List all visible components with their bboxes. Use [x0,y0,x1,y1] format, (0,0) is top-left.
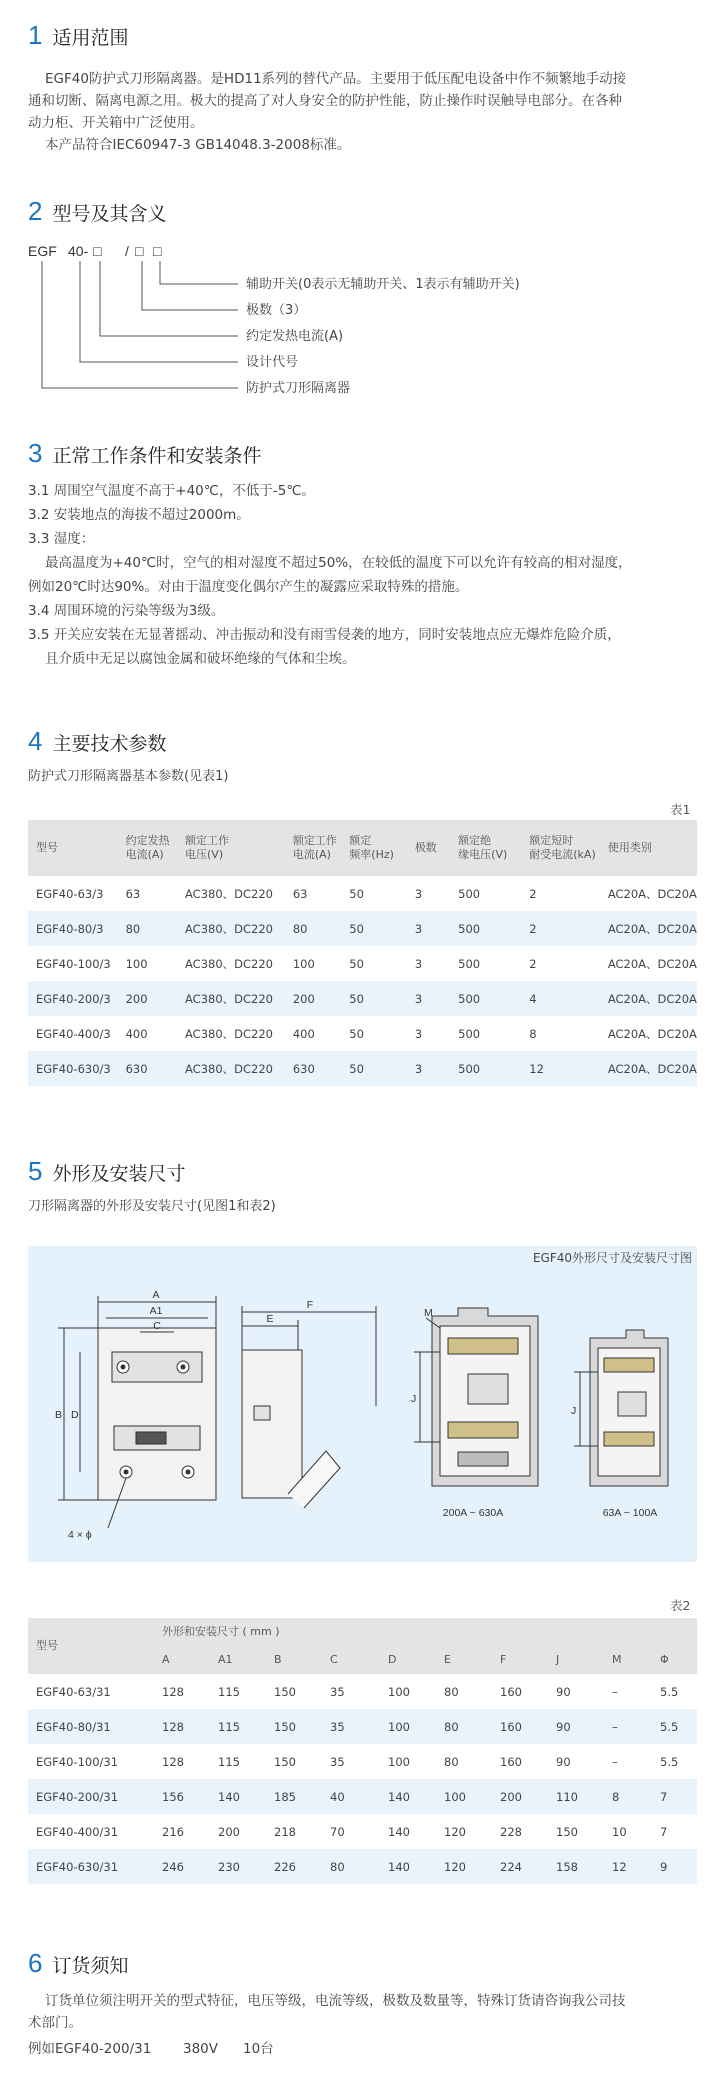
table-cell: 7 [652,1779,697,1814]
meaning-design-code: 设计代号 [246,355,299,370]
table-cell: 35 [330,1754,345,1769]
s3-line-7: 3.5 开关应安装在无显著摇动、冲击振动和没有雨雪侵袭的地方，同时安装地点应无爆炸危险介质， [28,627,621,643]
s3-line-6: 3.4 周围环境的污染等级为3级。 [28,603,225,619]
table2-header-b: B [266,1646,322,1674]
code-poles-box: □ [135,243,144,259]
table-cell: 50 [349,886,364,901]
meaning-current: 约定发热电流(A) [246,329,344,344]
table-cell: 150 [266,1709,322,1744]
table-cell: 500 [450,1051,521,1086]
table-cell: 80 [322,1849,380,1884]
front-view-drawing [58,1296,216,1528]
section-title-text: 正常工作条件和安装条件 [52,445,262,467]
table-cell: 226 [266,1849,322,1884]
dim-label-f: F [306,1299,314,1311]
table-cell: 7 [660,1824,668,1839]
table-cell: EGF40-63/3 [36,886,104,901]
table-cell: 400 [292,1026,315,1041]
table-cell: 80 [118,911,177,946]
table-cell: 100 [388,1684,410,1699]
table-row [28,1709,697,1744]
table-cell: 400 [125,1026,148,1041]
s6-example-model: 例如EGF40-200/31 [28,2041,152,2057]
table-row [28,946,697,981]
section-number: 2 [28,196,43,226]
s6-line-2: 术部门。 [28,2015,82,2031]
section-title-text: 型号及其含义 [52,203,167,225]
dim-label-a1: A1 [149,1305,163,1317]
table-cell: 5.5 [652,1709,697,1744]
table-cell: 128 [154,1709,210,1744]
table-cell: 160 [500,1754,522,1769]
table2-header-a: A [154,1646,210,1674]
table-cell: 246 [154,1849,210,1884]
table-cell: AC20A、DC20A [600,1051,697,1086]
table-cell: 8 [529,1026,537,1041]
table-cell: 9 [652,1849,697,1884]
table-cell: 3 [414,956,423,971]
table-cell: 10 [612,1824,627,1839]
s3-line-8: 且介质中无足以腐蚀金属和破坏绝缘的气体和尘埃。 [45,651,356,667]
table-cell: EGF40-200/31 [28,1779,154,1814]
table-cell: 5.5 [660,1684,679,1699]
table-cell: EGF40-630/31 [28,1849,154,1884]
table-cell: AC380、DC220 [185,956,273,971]
table-cell: EGF40-200/3 [28,981,118,1016]
table-cell: EGF40-630/3 [28,1051,118,1086]
table-cell: 50 [341,911,407,946]
table-cell: 3 [407,981,450,1016]
s6-line-1: 订货单位须注明开关的型式特征，电压等级，电流等级，极数及数量等，特殊订货请咨询我公司技 [45,1993,626,2009]
table1-header-utilization-category: 使用类别 [600,820,697,876]
table-cell: EGF40-80/31 [28,1709,154,1744]
section-number: 6 [28,1948,43,1978]
section-number: 3 [28,438,43,468]
table-cell: 150 [274,1684,296,1699]
table-cell: 500 [458,956,481,971]
table-cell: AC380、DC220 [185,886,273,901]
figure-intro: 刀形隔离器的外形及安装尺寸(见图1和表2) [28,1199,276,1214]
s3-line-3: 3.3 湿度： [28,531,95,547]
section-number: 4 [28,726,43,756]
table-cell: 185 [266,1779,322,1814]
table2-header-c: C [322,1646,380,1674]
table-cell: AC20A、DC20A [607,1026,697,1041]
table-cell: 3 [414,886,423,901]
section-number: 5 [28,1156,43,1186]
section-title-text: 适用范围 [52,27,129,49]
table-cell: 115 [218,1684,240,1699]
code-current-box: □ [93,243,102,259]
table-row [28,1744,697,1779]
meaning-product-name: 防护式刀形隔离器 [246,381,351,396]
code-slash: / [125,243,129,259]
dim-label-b: B [55,1409,63,1421]
table-cell: 224 [492,1849,548,1884]
table-cell: 80 [436,1709,492,1744]
table-cell: 35 [330,1684,345,1699]
table-cell: 140 [380,1779,436,1814]
table-cell: 63 [292,886,308,901]
table-cell: 40 [322,1779,380,1814]
table-cell: – [604,1709,652,1744]
s3-line-1: 3.1 周围空气温度不高于+40℃，不低于-5℃。 [28,483,316,499]
table-cell: 8 [604,1779,652,1814]
table-cell: AC20A、DC20A [600,981,697,1016]
table1-label: 表1 [670,802,691,817]
meaning-poles: 极数（3） [246,303,307,318]
table1-header-rated-current: 额定工作 电流(A) [285,820,341,876]
table-cell: 216 [162,1824,184,1839]
s1-line-1: EGF40防护式刀形隔离器。是HD11系列的替代产品。主要用于低压配电设备中作不频繁地手动接 [45,71,627,87]
table-cell: 140 [210,1779,266,1814]
s1-line-2: 通和切断、隔离电源之用。极大的提高了对人身安全的防护性能，防止操作时误触导电部分。在各种 [28,93,622,109]
table-cell: 630 [118,1051,177,1086]
dimension-figure [28,1246,697,1562]
table-cell: 70 [330,1824,345,1839]
table-cell: AC380、DC220 [177,981,285,1016]
s3-line-5: 例如20℃时达90%。对由于温度变化偶尔产生的凝露应采取特殊的措施。 [28,579,469,595]
table1-basic-params [28,820,697,1086]
table-cell: 150 [556,1824,578,1839]
table-cell: 160 [492,1709,548,1744]
table-cell: AC380、DC220 [177,1051,285,1086]
table-cell: 110 [548,1779,604,1814]
table-cell: 80 [285,911,341,946]
table-cell: 12 [521,1051,600,1086]
table-cell: 200 [285,981,341,1016]
table-cell: 50 [349,1026,364,1041]
table-cell: 128 [162,1684,184,1699]
section-1-title [28,20,128,51]
table-cell: 115 [210,1709,266,1744]
table-cell: 150 [274,1754,296,1769]
dim-label-m: M [424,1307,433,1319]
table-row [28,876,697,911]
section-6-title [28,1948,128,1979]
section-4-title [28,726,166,757]
table-cell: 2 [529,886,537,901]
dim-label-c: C [153,1320,161,1332]
table-cell: EGF40-80/3 [28,911,118,946]
table-row [28,981,697,1016]
table-cell: 2 [529,956,537,971]
figure-title: EGF40外形尺寸及安装尺寸图 [532,1251,692,1265]
table2-header-f: F [492,1646,548,1674]
table-cell: 3 [414,1026,423,1041]
table-row [28,1016,697,1051]
table-cell: 630 [285,1051,341,1086]
table-cell: EGF40-400/3 [36,1026,111,1041]
s1-line-4: 本产品符合IEC60947-3 GB14048.3-2008标准。 [45,137,351,153]
section-title-text: 主要技术参数 [52,733,167,755]
table1-header-model: 型号 [28,820,118,876]
caption-63-100a: 63A ~ 100A [602,1507,658,1519]
table1-header-row [28,820,697,876]
table-cell: AC380、DC220 [185,1026,273,1041]
table-cell: AC20A、DC20A [607,956,697,971]
table-cell: 35 [322,1709,380,1744]
s1-line-3: 动力柜、开关箱中广泛使用。 [28,115,204,131]
section-title-text: 外形及安装尺寸 [52,1163,186,1185]
table-cell: 160 [500,1684,522,1699]
table-cell: EGF40-400/31 [36,1824,119,1839]
table1-header-poles: 极数 [407,820,450,876]
table-cell: AC20A、DC20A [607,886,697,901]
dim-label-d: D [71,1409,79,1421]
table-cell: 115 [218,1754,240,1769]
table-row [28,1849,697,1884]
table-cell: 50 [349,956,364,971]
table-cell: 100 [380,1709,436,1744]
dim-label-j-small: J [571,1405,577,1417]
table1-header-short-time-current: 额定短时 耐受电流(kA) [521,820,600,876]
table-cell: EGF40-100/3 [36,956,111,971]
table-cell: 100 [292,956,315,971]
table-cell: 128 [162,1754,184,1769]
table-cell: 120 [436,1849,492,1884]
table-cell: 50 [341,981,407,1016]
section-3-title [28,438,261,469]
table-cell: 230 [210,1849,266,1884]
table-row [28,1051,697,1086]
table-row [28,1814,697,1849]
table-cell: 500 [450,911,521,946]
table2-dimensions [28,1618,697,1884]
table-cell: 3 [407,911,450,946]
section-view-200-630 [414,1308,538,1486]
table-cell: 140 [388,1824,410,1839]
table-cell: 218 [274,1824,296,1839]
table-cell: 158 [548,1849,604,1884]
table-cell: 63 [125,886,141,901]
dim-label-a: A [152,1289,160,1301]
table-cell: 90 [556,1754,571,1769]
table-cell: 100 [125,956,148,971]
dim-label-hole: 4 × ϕ [68,1529,92,1541]
table-cell: EGF40-100/31 [36,1754,119,1769]
table-cell: 50 [341,1051,407,1086]
table2-header-e: E [436,1646,492,1674]
table-cell: 200 [218,1824,240,1839]
table2-header-group: 外形和安装尺寸 ( mm ) [154,1618,697,1646]
table2-header-phi: Φ [652,1646,697,1674]
table-cell: 100 [436,1779,492,1814]
table-cell: 90 [556,1684,571,1699]
table1-header-frequency: 额定 频率(Hz) [341,820,407,876]
table-cell: 140 [380,1849,436,1884]
table-cell: – [612,1754,618,1769]
table-cell: AC20A、DC20A [600,911,697,946]
table-row [28,1674,697,1709]
table-cell: 120 [444,1824,466,1839]
table-cell: 100 [388,1754,410,1769]
table-cell: 500 [458,886,481,901]
table-cell: 500 [450,981,521,1016]
table1-header-insulation-voltage: 额定绝 缘电压(V) [450,820,521,876]
table-row [28,1779,697,1814]
code-40: 40- [68,243,89,259]
table-cell: 5.5 [660,1754,679,1769]
table-cell: – [612,1684,618,1699]
table-cell: 12 [604,1849,652,1884]
table2-header-d: D [380,1646,436,1674]
table-cell: 200 [492,1779,548,1814]
table-cell: 156 [154,1779,210,1814]
table-row [28,911,697,946]
code-egf: EGF [28,243,57,259]
side-view-drawing [242,1306,376,1508]
caption-200-630a: 200A ~ 630A [442,1507,504,1519]
table-cell: AC380、DC220 [177,911,285,946]
table-cell: 2 [521,911,600,946]
table1-header-rated-voltage: 额定工作 电压(V) [177,820,285,876]
table-cell: 228 [500,1824,522,1839]
section-view-63-100 [574,1330,668,1486]
table1-intro: 防护式刀形隔离器基本参数(见表1) [28,769,229,784]
section-2-title [28,196,166,227]
table-cell: 80 [444,1684,459,1699]
table2-header-group-row [28,1618,697,1646]
section-title-text: 订货须知 [52,1955,129,1977]
s6-example-voltage: 380V [183,2041,219,2057]
section-number: 1 [28,20,43,50]
model-code-diagram [28,240,588,410]
s6-example-quantity: 10台 [243,2041,274,2057]
table-cell: 80 [444,1754,459,1769]
table2-header-a1: A1 [210,1646,266,1674]
table-cell: EGF40-63/31 [36,1684,111,1699]
meaning-aux-switch: 辅助开关(0表示无辅助开关、1表示有辅助开关) [246,277,520,292]
table2-header-model: 型号 [28,1618,154,1674]
table-cell: 3 [407,1051,450,1086]
table-cell: 90 [548,1709,604,1744]
table2-header-m: M [604,1646,652,1674]
table2-label: 表2 [670,1598,691,1613]
table-cell: 4 [521,981,600,1016]
dim-label-j-large: J [411,1393,417,1405]
code-aux-box: □ [153,243,162,259]
table2-header-j: J [548,1646,604,1674]
table-cell: 500 [458,1026,481,1041]
dim-label-e: E [266,1313,274,1325]
s3-line-2: 3.2 安装地点的海拔不超过2000m。 [28,507,250,523]
s3-line-4: 最高温度为+40℃时，空气的相对湿度不超过50%，在较低的温度下可以允许有较高的相对湿度， [45,555,632,571]
table-cell: 200 [118,981,177,1016]
section-5-title [28,1156,185,1187]
table1-header-thermal-current: 约定发热 电流(A) [118,820,177,876]
